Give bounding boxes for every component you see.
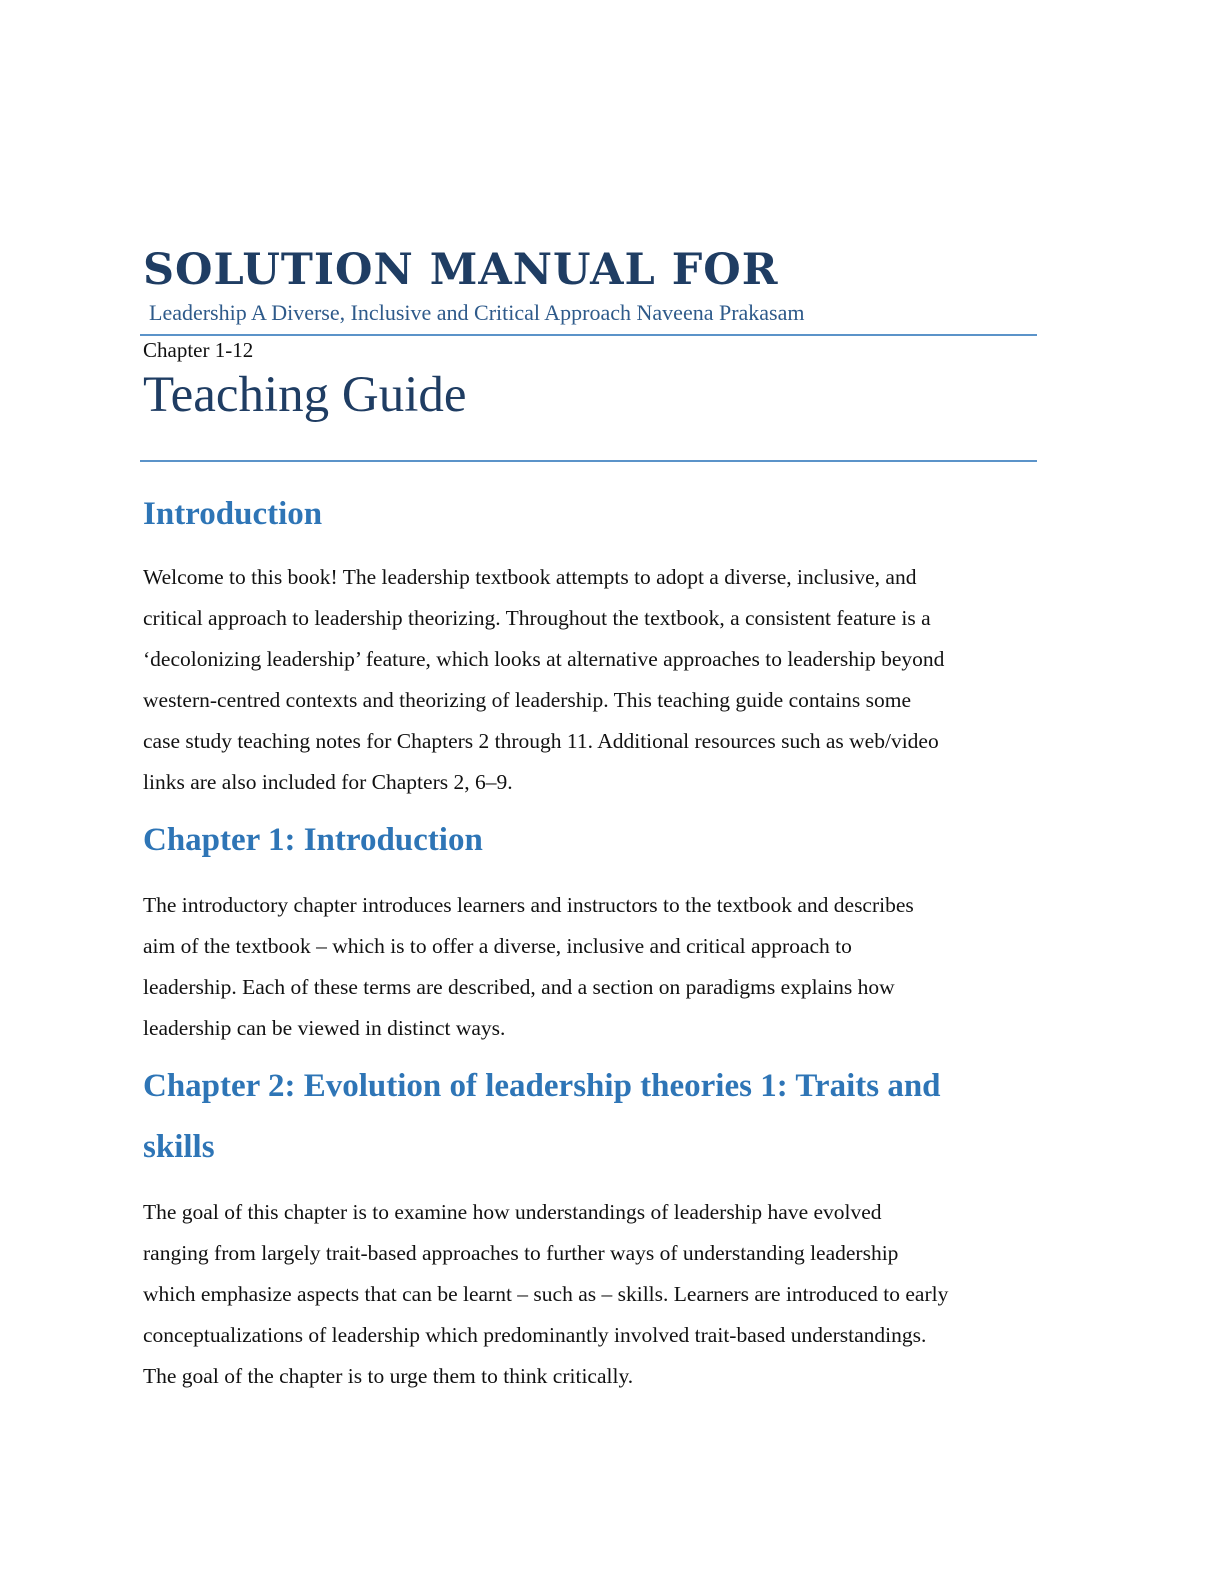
body-line: western-centred contexts and theorizing of leadership. This teaching guide contains some xyxy=(143,688,911,712)
body-line: leadership can be viewed in distinct ways. xyxy=(143,1016,506,1040)
body-line: Welcome to this book! The leadership textbook attempts to adopt a diverse, inclusive, and xyxy=(143,565,917,589)
body-line: The goal of this chapter is to examine how understandings of leadership have evolved xyxy=(143,1200,882,1224)
body-line: ranging from largely trait-based approaches to further ways of understanding leadership xyxy=(143,1241,899,1265)
body-line: leadership. Each of these terms are described, and a section on paradigms explains how xyxy=(143,975,895,999)
body-line: conceptualizations of leadership which predominantly involved trait-based understandings. xyxy=(143,1323,927,1347)
heading-line: skills xyxy=(143,1129,215,1165)
body-line: case study teaching notes for Chapters 2 through 11. Additional resources such as web/video xyxy=(143,729,939,753)
banner-subtitle: Leadership A Diverse, Inclusive and Critical Approach Naveena Prakasam xyxy=(149,300,805,325)
body-line: links are also included for Chapters 2, 6–9. xyxy=(143,770,513,794)
section-body-introduction xyxy=(143,557,1036,803)
body-line: which emphasize aspects that can be learnt – such as – skills. Learners are introduced to early xyxy=(143,1282,949,1306)
section-heading-chapter-2 xyxy=(143,1056,1036,1178)
body-line: The goal of the chapter is to urge them to think critically. xyxy=(143,1364,634,1388)
body-line: aim of the textbook – which is to offer a diverse, inclusive and critical approach to xyxy=(143,934,852,958)
body-line: critical approach to leadership theorizing. Throughout the textbook, a consistent feature is a xyxy=(143,606,931,630)
body-line: ‘decolonizing leadership’ feature, which looks at alternative approaches to leadership beyond xyxy=(143,647,945,671)
document-title: Teaching Guide xyxy=(143,367,467,423)
heading-line: Chapter 2: Evolution of leadership theories 1: Traits and xyxy=(143,1068,941,1104)
section-body-chapter-1 xyxy=(143,885,1036,1049)
divider-bottom xyxy=(140,460,1037,462)
section-body-chapter-2 xyxy=(143,1192,1036,1397)
chapter-range: Chapter 1-12 xyxy=(143,338,254,362)
divider-top xyxy=(140,334,1037,336)
section-heading-chapter-1: Chapter 1: Introduction xyxy=(143,822,483,858)
body-line: The introductory chapter introduces learners and instructors to the textbook and describes xyxy=(143,893,914,917)
section-heading-introduction: Introduction xyxy=(143,496,323,532)
banner-title: SOLUTION MANUAL FOR xyxy=(143,245,779,295)
